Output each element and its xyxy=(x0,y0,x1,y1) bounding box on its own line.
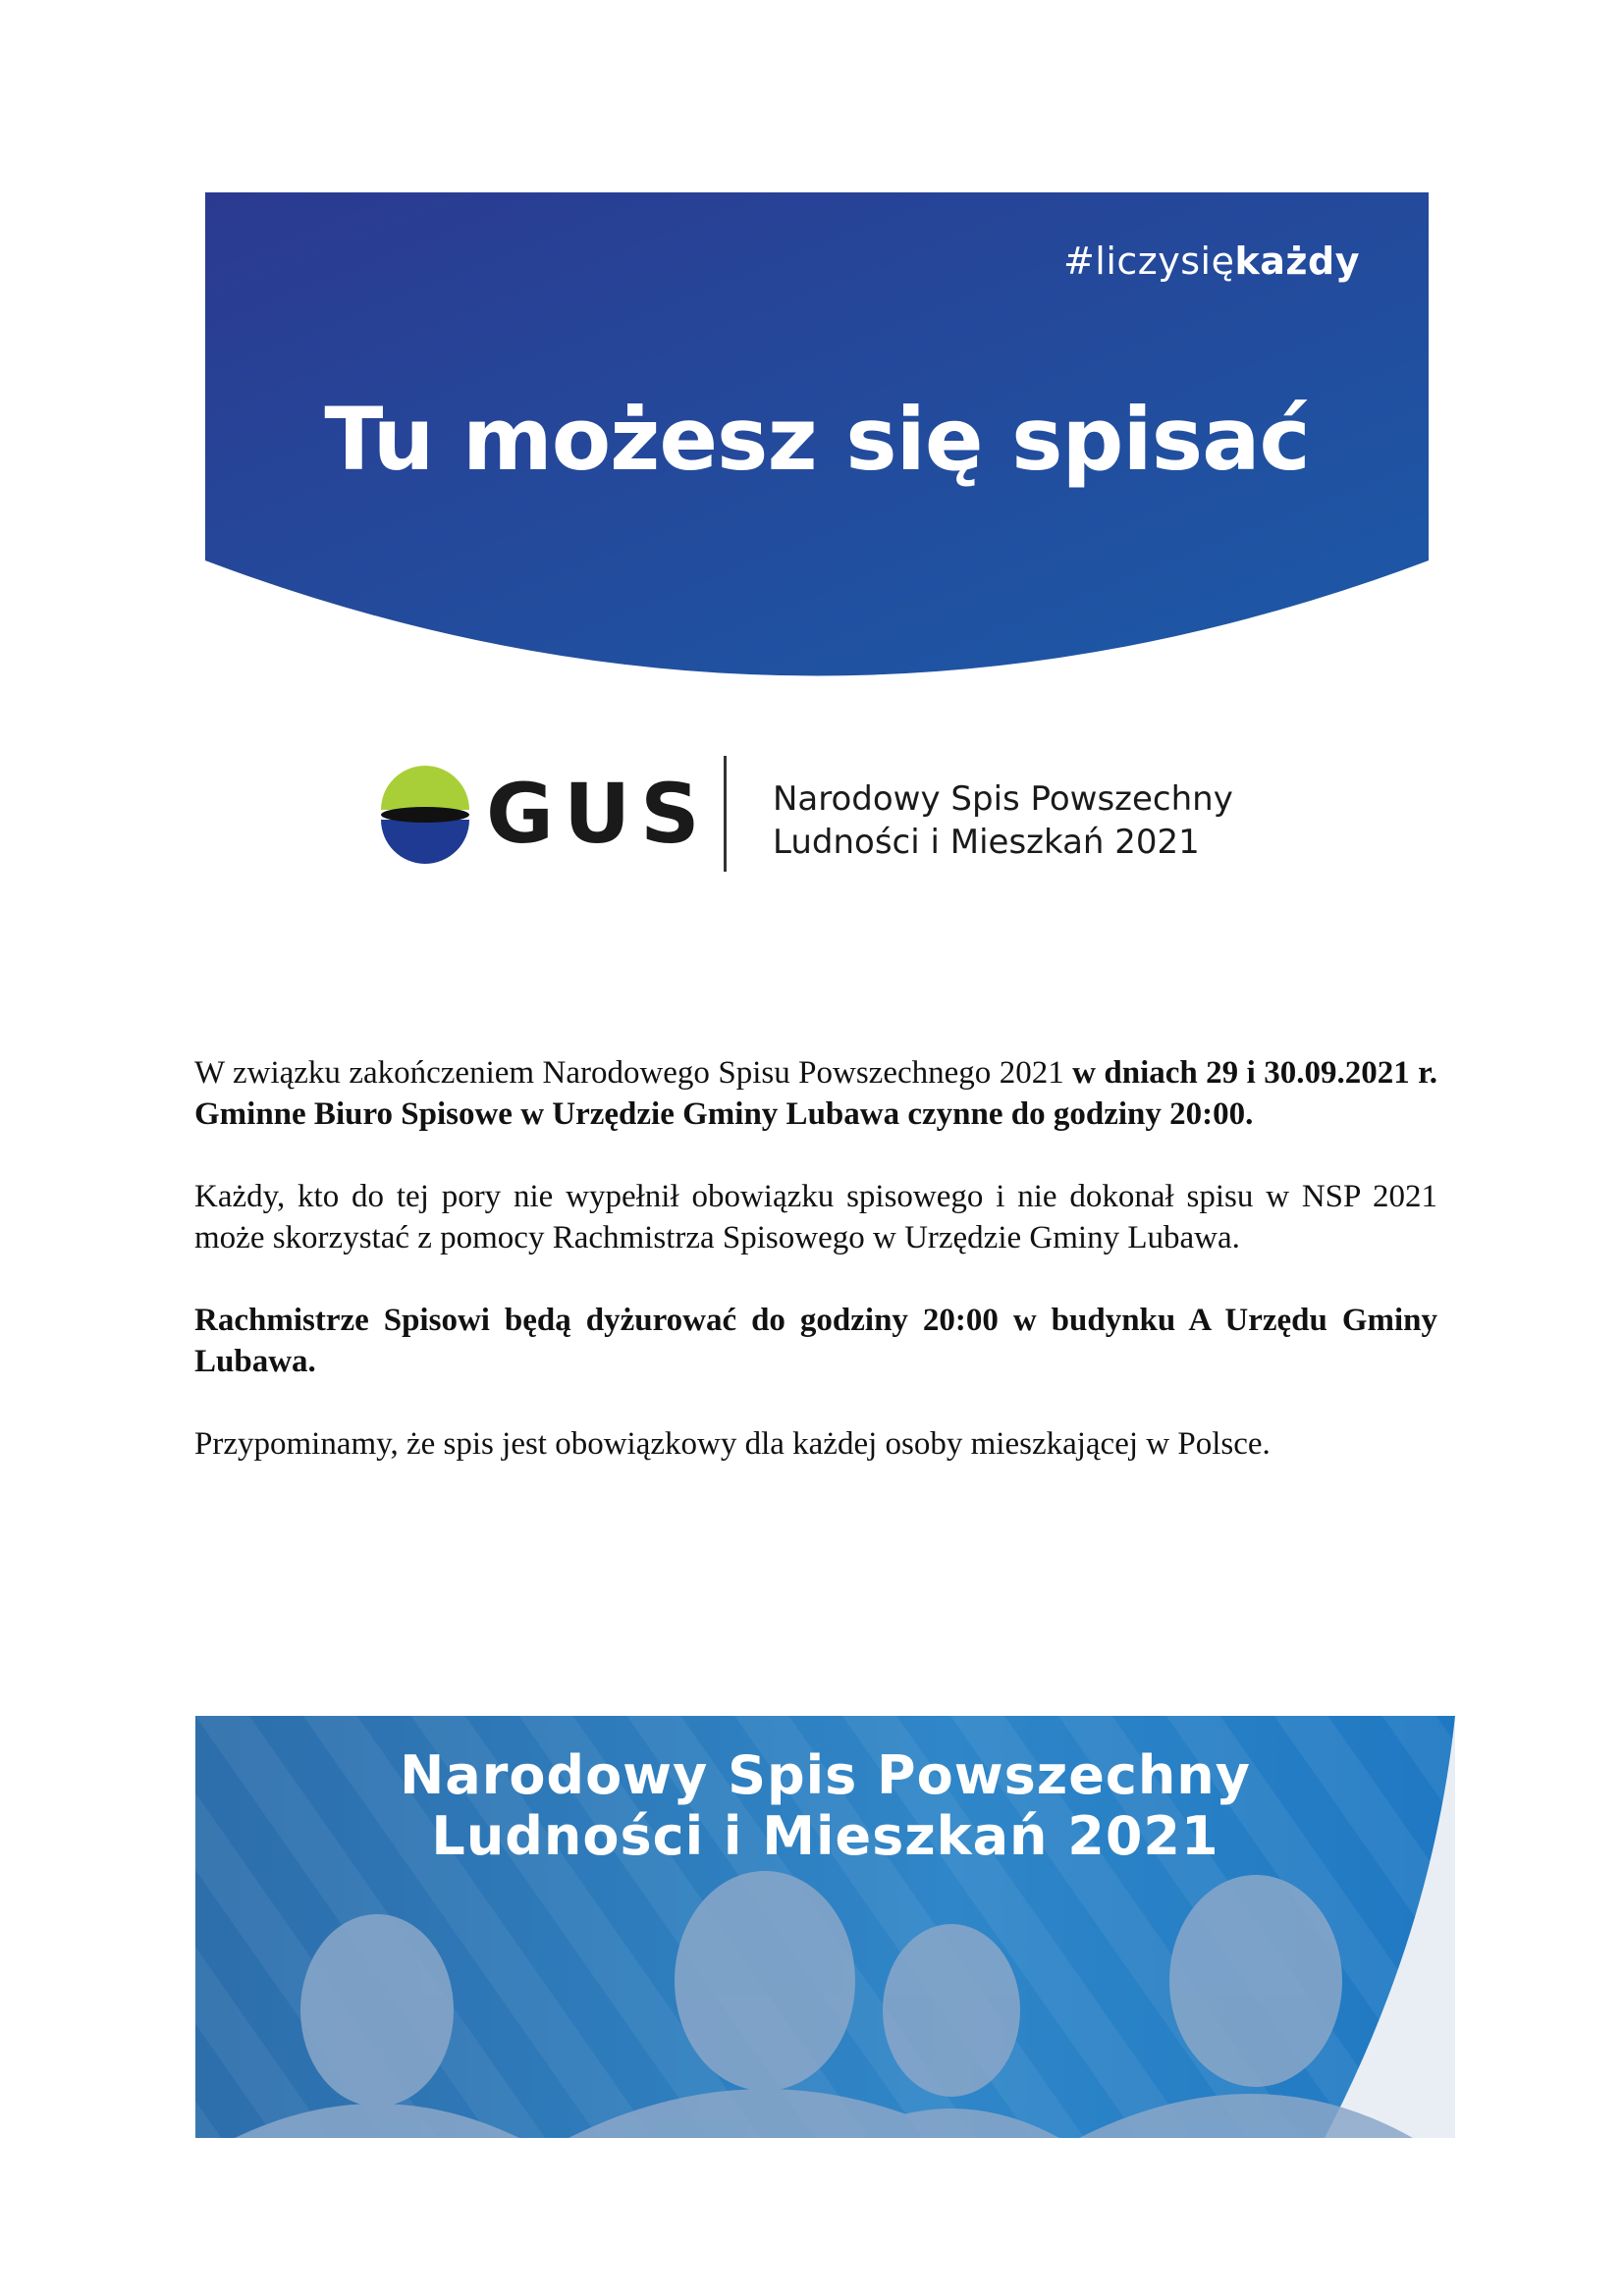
gus-logo-icon xyxy=(378,761,472,869)
announcement-text xyxy=(194,1052,1437,1506)
bottom-banner xyxy=(195,1716,1455,2138)
bottom-title-line2: Ludności i Mieszkań 2021 xyxy=(431,1805,1219,1867)
nsp-name-line1: Narodowy Spis Powszechny xyxy=(773,779,1233,819)
top-banner xyxy=(205,192,1429,703)
paragraph-2: Każdy, kto do tej pory nie wypełnił obowiązku spisowego i nie dokonał spisu w NSP 2021 może skorzystać z pomocy Rachmistrza Spisowego w Urzędzie Gminy Lubawa. xyxy=(194,1179,1437,1255)
paragraph-3: Rachmistrze Spisowi będą dyżurować do godziny 20:00 w budynku A Urzędu Gminy Lubawa. xyxy=(194,1303,1437,1379)
hashtag: #liczysiękażdy xyxy=(1062,240,1360,283)
bottom-title-line1: Narodowy Spis Powszechny xyxy=(400,1744,1251,1806)
headline: Tu możesz się spisać xyxy=(324,389,1310,490)
bottom-banner-title xyxy=(195,1745,1455,1867)
gus-wordmark: GUS xyxy=(486,766,710,862)
nsp-name-line2: Ludności i Mieszkań 2021 xyxy=(773,823,1200,862)
paragraph-1: W związku zakończeniem Narodowego Spisu Powszechnego 2021 w dniach 29 i 30.09.2021 r. Gminne Biuro Spisowe w Urzędzie Gminy Lubawa czynne do godziny 20:00. xyxy=(194,1055,1437,1132)
nsp-name xyxy=(773,777,1233,864)
gus-logo xyxy=(378,756,1262,874)
paragraph-4: Przypominamy, że spis jest obowiązkowy dla każdej osoby mieszkającej w Polsce. xyxy=(194,1426,1271,1462)
logo-divider xyxy=(724,756,727,872)
